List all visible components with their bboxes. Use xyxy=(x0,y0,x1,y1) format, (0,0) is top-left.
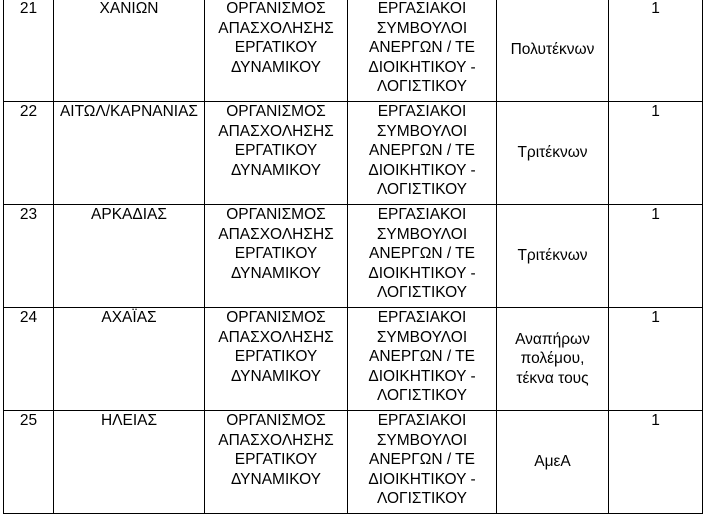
category-cell xyxy=(497,0,609,102)
specialty-cell xyxy=(348,0,497,102)
organization-line: ΔΥΝΑΜΙΚΟΥ xyxy=(230,161,322,179)
specialty-line: ΕΡΓΑΣΙΑΚΟΙ xyxy=(377,0,467,17)
category-line: Πολυτέκνων xyxy=(510,41,595,59)
category-line: τέκνα τους xyxy=(516,369,589,387)
region-cell: ΑΧΑΪΑΣ xyxy=(54,308,205,411)
row-number: 24 xyxy=(4,308,54,411)
organization-line: ΑΠΑΣΧΟΛΗΣΗΣ xyxy=(218,225,334,243)
organization-line: ΔΥΝΑΜΙΚΟΥ xyxy=(230,367,322,385)
organization-cell xyxy=(205,0,348,102)
specialty-line: ΔΙΟΙΚΗΤΙΚΟΥ - xyxy=(368,470,476,488)
specialty-cell xyxy=(348,411,497,514)
positions-table xyxy=(3,0,703,514)
organization-line: ΟΡΓΑΝΙΣΜΟΣ xyxy=(226,309,326,326)
specialty-line: ΛΟΓΙΣΤΙΚΟΥ xyxy=(376,490,468,507)
table-row xyxy=(4,102,703,205)
organization-line: ΑΠΑΣΧΟΛΗΣΗΣ xyxy=(218,19,334,37)
specialty-line: ΑΝΕΡΓΩΝ / ΤΕ xyxy=(369,39,475,56)
organization-line: ΕΡΓΑΤΙΚΟΥ xyxy=(234,348,318,365)
organization-line: ΔΥΝΑΜΙΚΟΥ xyxy=(230,470,322,488)
specialty-line: ΣΥΜΒΟΥΛΟΙ xyxy=(376,19,468,37)
specialty-cell xyxy=(348,102,497,205)
specialty-line: ΑΝΕΡΓΩΝ / ΤΕ xyxy=(369,245,475,262)
positions-count: 1 xyxy=(609,308,703,411)
region-cell: ΑΡΚΑΔΙΑΣ xyxy=(54,205,205,308)
specialty-line: ΔΙΟΙΚΗΤΙΚΟΥ - xyxy=(368,367,476,385)
organization-line: ΔΥΝΑΜΙΚΟΥ xyxy=(230,264,322,282)
table-row xyxy=(4,205,703,308)
positions-count: 1 xyxy=(609,411,703,514)
table-row xyxy=(4,308,703,411)
specialty-cell xyxy=(348,205,497,308)
table-row xyxy=(4,411,703,514)
category-line: Τριτέκνων xyxy=(517,144,588,162)
specialty-line: ΑΝΕΡΓΩΝ / ΤΕ xyxy=(369,451,475,468)
specialty-line: ΣΥΜΒΟΥΛΟΙ xyxy=(376,225,468,243)
specialty-line: ΔΙΟΙΚΗΤΙΚΟΥ - xyxy=(368,58,476,76)
table-row xyxy=(4,0,703,102)
positions-count: 1 xyxy=(609,0,703,102)
specialty-line: ΣΥΜΒΟΥΛΟΙ xyxy=(376,122,468,140)
organization-line: ΕΡΓΑΤΙΚΟΥ xyxy=(234,451,318,468)
specialty-line: ΛΟΓΙΣΤΙΚΟΥ xyxy=(376,78,468,95)
specialty-line: ΣΥΜΒΟΥΛΟΙ xyxy=(376,431,468,449)
organization-line: ΟΡΓΑΝΙΣΜΟΣ xyxy=(226,412,326,429)
organization-line: ΑΠΑΣΧΟΛΗΣΗΣ xyxy=(218,328,334,346)
row-number: 21 xyxy=(4,0,54,102)
specialty-cell xyxy=(348,308,497,411)
specialty-line: ΔΙΟΙΚΗΤΙΚΟΥ - xyxy=(368,264,476,282)
organization-cell xyxy=(205,411,348,514)
category-line: ΑμεΑ xyxy=(534,453,571,471)
specialty-line: ΑΝΕΡΓΩΝ / ΤΕ xyxy=(369,142,475,159)
category-cell xyxy=(497,411,609,514)
organization-line: ΑΠΑΣΧΟΛΗΣΗΣ xyxy=(218,431,334,449)
organization-line: ΕΡΓΑΤΙΚΟΥ xyxy=(234,142,318,159)
specialty-line: ΑΝΕΡΓΩΝ / ΤΕ xyxy=(369,348,475,365)
organization-line: ΟΡΓΑΝΙΣΜΟΣ xyxy=(226,103,326,120)
category-cell xyxy=(497,102,609,205)
category-cell xyxy=(497,308,609,411)
row-number: 25 xyxy=(4,411,54,514)
organization-line: ΑΠΑΣΧΟΛΗΣΗΣ xyxy=(218,122,334,140)
region-cell: ΧΑΝΙΩΝ xyxy=(54,0,205,102)
positions-count: 1 xyxy=(609,205,703,308)
specialty-line: ΔΙΟΙΚΗΤΙΚΟΥ - xyxy=(368,161,476,179)
organization-cell xyxy=(205,102,348,205)
specialty-line: ΛΟΓΙΣΤΙΚΟΥ xyxy=(376,181,468,198)
specialty-line: ΣΥΜΒΟΥΛΟΙ xyxy=(376,328,468,346)
category-line: Τριτέκνων xyxy=(517,247,588,265)
category-cell xyxy=(497,205,609,308)
positions-count: 1 xyxy=(609,102,703,205)
organization-line: ΟΡΓΑΝΙΣΜΟΣ xyxy=(226,0,326,17)
category-line: Αναπήρων xyxy=(515,330,590,348)
region-cell: ΑΙΤΩΛ/ΚΑΡΝΑΝΙΑΣ xyxy=(54,102,205,205)
organization-cell xyxy=(205,308,348,411)
organization-line: ΟΡΓΑΝΙΣΜΟΣ xyxy=(226,206,326,223)
organization-cell xyxy=(205,205,348,308)
specialty-line: ΛΟΓΙΣΤΙΚΟΥ xyxy=(376,387,468,404)
row-number: 22 xyxy=(4,102,54,205)
organization-line: ΔΥΝΑΜΙΚΟΥ xyxy=(230,58,322,76)
organization-line: ΕΡΓΑΤΙΚΟΥ xyxy=(234,245,318,262)
specialty-line: ΕΡΓΑΣΙΑΚΟΙ xyxy=(377,412,467,429)
category-line: πολέμου, xyxy=(520,350,585,368)
specialty-line: ΕΡΓΑΣΙΑΚΟΙ xyxy=(377,206,467,223)
specialty-line: ΕΡΓΑΣΙΑΚΟΙ xyxy=(377,309,467,326)
row-number: 23 xyxy=(4,205,54,308)
specialty-line: ΕΡΓΑΣΙΑΚΟΙ xyxy=(377,103,467,120)
specialty-line: ΛΟΓΙΣΤΙΚΟΥ xyxy=(376,284,468,301)
organization-line: ΕΡΓΑΤΙΚΟΥ xyxy=(234,39,318,56)
region-cell: ΗΛΕΙΑΣ xyxy=(54,411,205,514)
